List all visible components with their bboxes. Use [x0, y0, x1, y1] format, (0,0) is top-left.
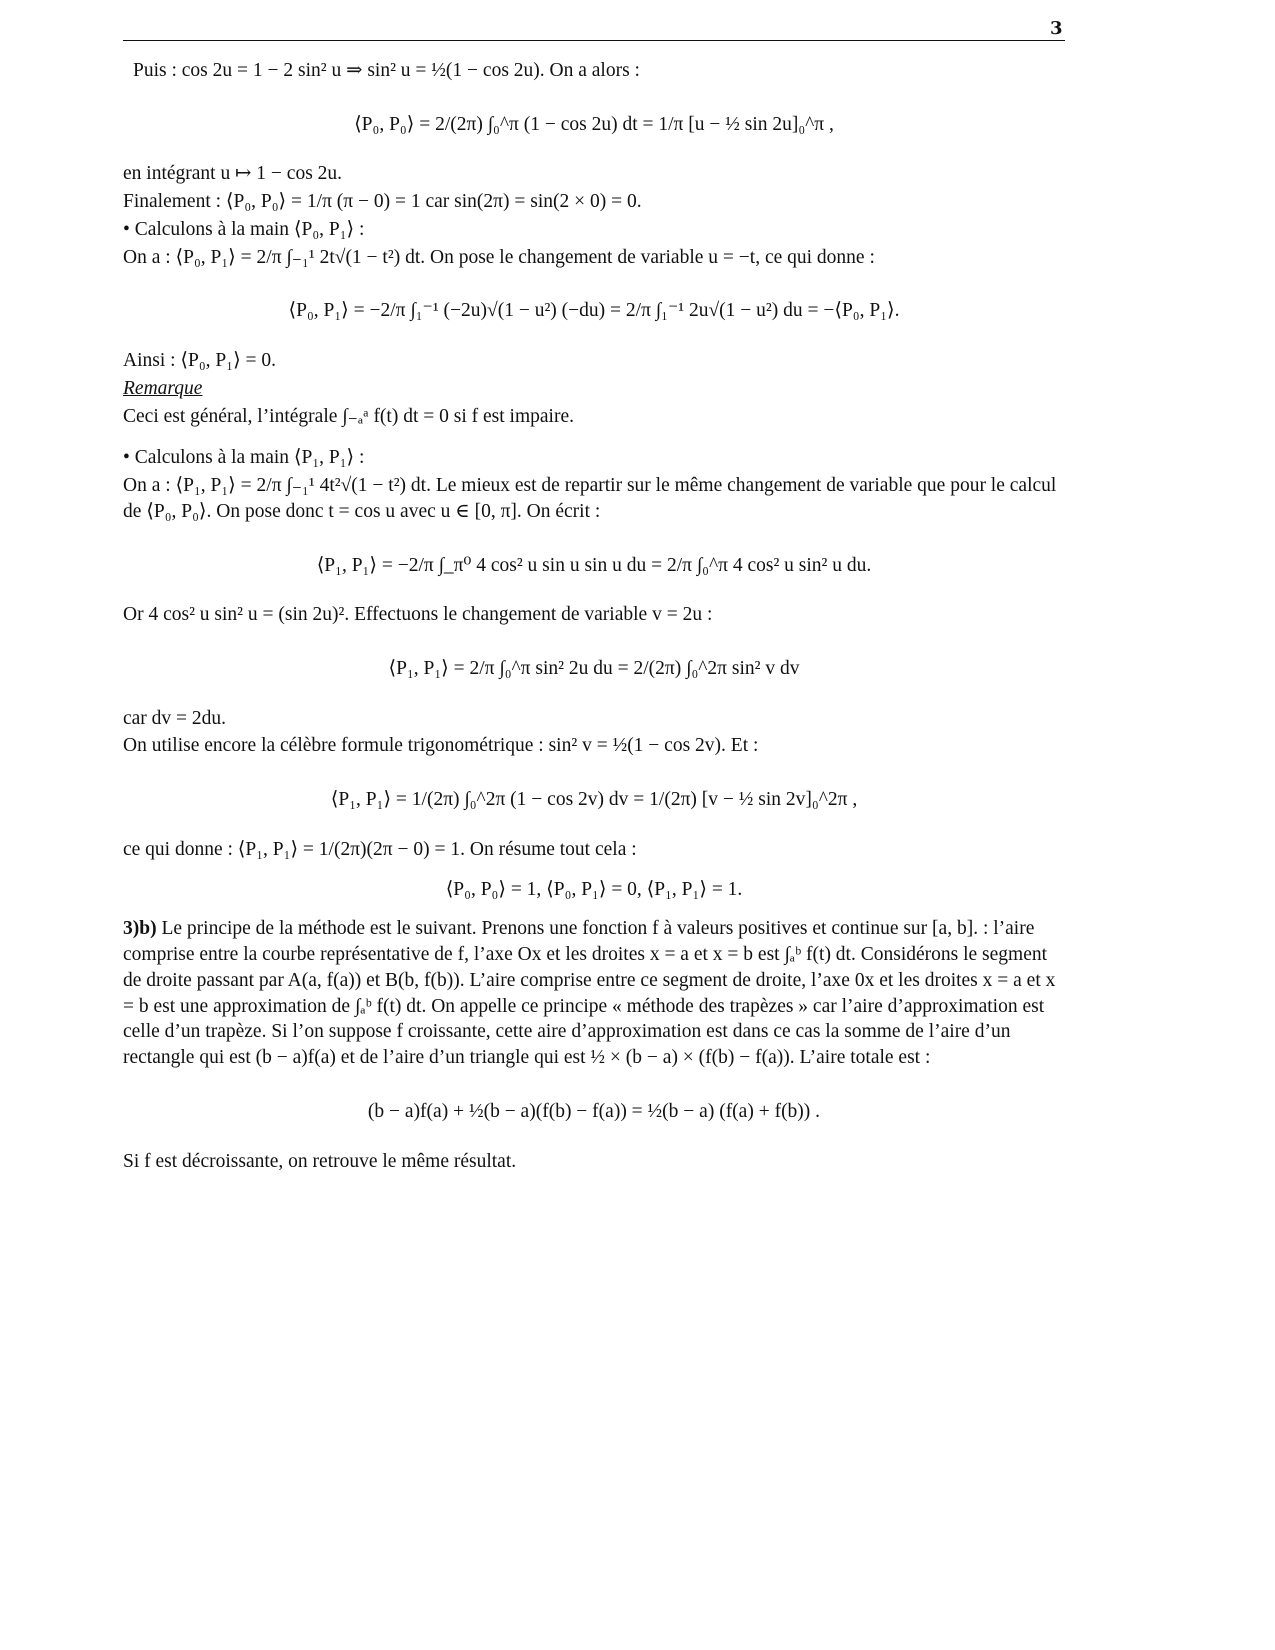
page-number: 3 [1050, 18, 1063, 39]
paragraph-line: en intégrant u ↦ 1 − cos 2u. [123, 163, 343, 185]
display-equation: ⟨P₀, P₀⟩ = 2/(2π) ∫₀^π (1 − cos 2u) dt = 1/π [u − ½ sin 2u]₀^π , [354, 113, 834, 135]
remark-heading: Remarque [123, 377, 203, 399]
paragraph-line: Si f est décroissante, on retrouve le même résultat. [123, 1150, 517, 1172]
paragraph-line [123, 916, 1065, 1070]
paragraph-line: Ceci est général, l’intégrale ∫₋ₐᵃ f(t) dt = 0 si f est impaire. [123, 405, 574, 427]
paragraph-line: • Calculons à la main ⟨P₀, P₁⟩ : [123, 218, 365, 240]
display-equation: ⟨P₀, P₀⟩ = 1, ⟨P₀, P₁⟩ = 0, ⟨P₁, P₁⟩ = 1. [445, 878, 743, 900]
display-equation: ⟨P₀, P₁⟩ = −2/π ∫₁⁻¹ (−2u)√(1 − u²) (−du) = 2/π ∫₁⁻¹ 2u√(1 − u²) du = −⟨P₀, P₁⟩. [288, 300, 900, 322]
paragraph-line: Puis : cos 2u = 1 − 2 sin² u ⇒ sin² u = ½(1 − cos 2u). On a alors : [133, 60, 640, 81]
display-equation: ⟨P₁, P₁⟩ = 1/(2π) ∫₀^2π (1 − cos 2v) dv = 1/(2π) [v − ½ sin 2v]₀^2π , [330, 789, 858, 811]
display-equation: (b − a)f(a) + ½(b − a)(f(b) − f(a)) = ½(b − a) (f(a) + f(b)) . [367, 1100, 821, 1122]
paragraph-line: car dv = 2du. [123, 707, 227, 729]
display-equation: ⟨P₁, P₁⟩ = 2/π ∫₀^π sin² 2u du = 2/(2π) ∫₀^2π sin² v dv [388, 658, 800, 680]
paragraph-line: Finalement : ⟨P₀, P₀⟩ = 1/π (π − 0) = 1 car sin(2π) = sin(2 × 0) = 0. [123, 191, 642, 213]
paragraph-line: ce qui donne : ⟨P₁, P₁⟩ = 1/(2π)(2π − 0) = 1. On résume tout cela : [123, 838, 637, 860]
display-equation: ⟨P₁, P₁⟩ = −2/π ∫_π⁰ 4 cos² u sin u sin u du = 2/π ∫₀^π 4 cos² u sin² u du. [316, 554, 872, 576]
section-text: Le principe de la méthode est le suivant. Prenons une fonction f à valeurs positives et continue sur [a, b]. : l’aire comprise entre la courbe représentative de f, l’axe Ox et les droites x = a et x = b est ∫ₐᵇ f(t) dt. Considérons le segment de droite passant par A(a, f(a)) et B(b, f(b)). L’aire comprise entre ce segment de droite, l’axe 0x et les droites x = a et x = b est une approximation de ∫ₐᵇ f(t) dt. On appelle ce principe « méthode des trapèzes » car l’aire d’approximation est celle d’un trapèze. Si l’on suppose f croissante, cette aire d’approximation est dans ce cas la somme de l’aire d’un rectangle qui est (b − a)f(a) et de l’aire d’un triangle qui est ½ × (b − a) × (f(b) − f(a)). L’aire totale est : [123, 918, 1056, 1069]
paragraph-line: On a : ⟨P₀, P₁⟩ = 2/π ∫₋₁¹ 2t√(1 − t²) dt. On pose le changement de variable u = −t, ce qui donne : [123, 246, 875, 268]
paragraph-line: Ainsi : ⟨P₀, P₁⟩ = 0. [123, 350, 277, 372]
document-body [123, 58, 1065, 1176]
section-label: 3)b) [123, 918, 157, 940]
paragraph-line: On a : ⟨P₁, P₁⟩ = 2/π ∫₋₁¹ 4t²√(1 − t²) dt. Le mieux est de repartir sur le même changement de variable que pour le calcul de ⟨P₀, P₀⟩. On pose donc t = cos u avec u ∈ [0, π]. On écrit : [123, 475, 1057, 522]
header-rule [123, 40, 1065, 41]
paragraph-line: On utilise encore la célèbre formule trigonométrique : sin² v = ½(1 − cos 2v). Et : [123, 735, 759, 757]
spacer [123, 431, 1065, 445]
paragraph-line: • Calculons à la main ⟨P₁, P₁⟩ : [123, 447, 365, 469]
paragraph-line: Or 4 cos² u sin² u = (sin 2u)². Effectuons le changement de variable v = 2u : [123, 604, 713, 626]
